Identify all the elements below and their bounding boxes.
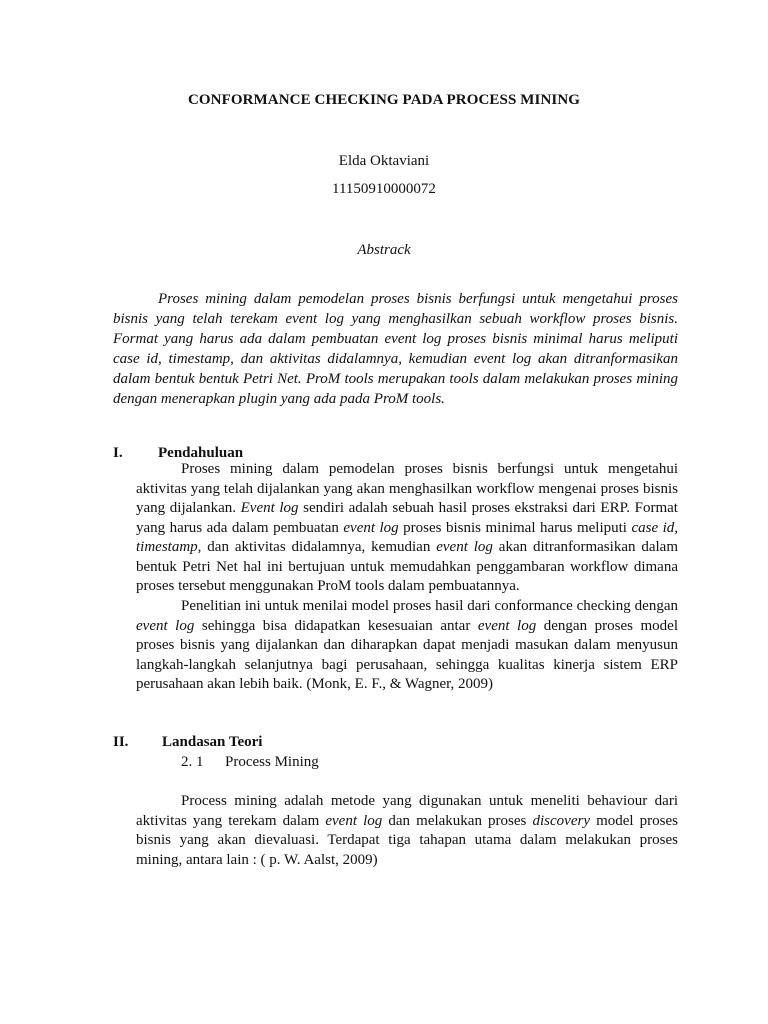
section-1-paragraph-2: Penelitian ini untuk menilai model proses hasil dari conformance checking dengan event log sehingga bisa didapatkan kesesuaian antar event log dengan proses model proses bisnis yang dijalankan dan diharapkan dapat menjadi masukan dalam menyusun langkah-langkah selanjutnya bagi perusahaan, sehingga kualitas kinerja sistem ERP perusahaan akan lebih baik. (Monk, E. F., & Wagner, 2009) [136, 598, 679, 692]
subsection-heading: Process Mining [225, 754, 319, 770]
paper-title: CONFORMANCE CHECKING PADA PROCESS MINING [187, 92, 581, 108]
section-1-heading: Pendahuluan [158, 445, 244, 461]
author-name: Elda Oktaviani [338, 153, 430, 169]
abstract-body: Proses mining dalam pemodelan proses bisnis berfungsi untuk mengetahui proses bisnis yang telah terekam event log yang menghasilkan sebuah workflow proses bisnis. Format yang harus ada dalam pembuatan event log proses bisnis minimal harus meliputi case id, timestamp, dan aktivitas didalamnya, kemudian event log akan ditranformasikan dalam bentuk bentuk Petri Net. ProM tools merupakan tools dalam melakukan proses mining dengan menerapkan plugin yang ada pada ProM tools. [113, 291, 678, 407]
section-1-number: I. [113, 445, 123, 461]
abstract-heading: Abstrack [357, 242, 411, 258]
section-2-number: II. [113, 734, 129, 750]
subsection-number: 2. 1 [181, 754, 204, 770]
section-2-paragraph-1: Process mining adalah metode yang digunakan untuk meneliti behaviour dari aktivitas yang terekam dalam event log dan melakukan proses discovery model proses bisnis yang akan dievaluasi. Terdapat tiga tahapan utama dalam melakukan proses mining, antara lain : ( p. W. Aalst, 2009) [136, 793, 679, 868]
abstract-text [113, 289, 678, 409]
section-1-paragraph-1: Proses mining dalam pemodelan proses bisnis berfungsi untuk mengetahui aktivitas yang telah dijalankan yang akan menghasilkan workflow mengenai proses bisnis yang dijalankan. Event log sendiri adalah sebuah hasil proses ekstraksi dari ERP. Format yang harus ada dalam pembuatan event log proses bisnis minimal harus meliputi case id, timestamp, dan aktivitas didalamnya, kemudian event log akan ditranformasikan dalam bentuk Petri Net hal ini bertujuan untuk memudahkan penggambaran workflow dimana proses tersebut menggunakan ProM tools dalam pembuatannya. [136, 461, 679, 594]
student-id: 11150910000072 [332, 181, 436, 197]
section-2-heading: Landasan Teori [162, 734, 263, 750]
subsection-2-1 [181, 754, 319, 771]
